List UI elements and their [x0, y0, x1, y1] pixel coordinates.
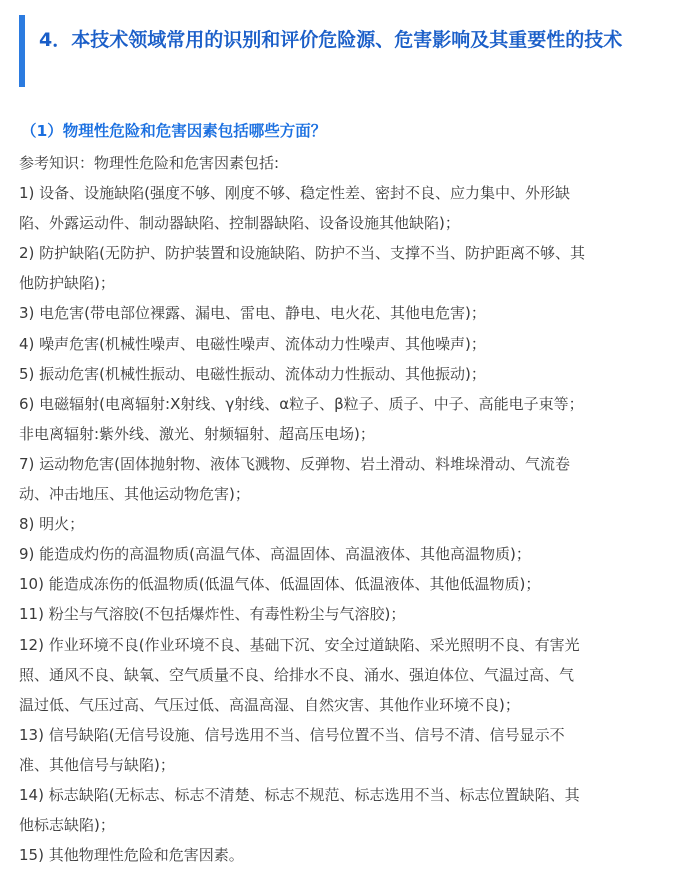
list-line: 3) 电危害(带电部位裸露、漏电、雷电、静电、电火花、其他电危害)； [19, 304, 486, 323]
list-line: 14) 标志缺陷(无标志、标志不清楚、标志不规范、标志选用不当、标志位置缺陷、其 [19, 785, 580, 804]
list-line: 10) 能造成冻伤的低温物质(低温气体、低温固体、低温液体、其他低温物质)； [19, 575, 541, 594]
question-subheading: （1）物理性危险和危害因素包括哪些方面？ [21, 122, 327, 140]
list-line: 11) 粉尘与气溶胶(不包括爆炸性、有毒性粉尘与气溶胶)； [19, 605, 406, 624]
list-line: 15) 其他物理性危险和危害因素。 [19, 846, 244, 865]
list-line: 5) 振动危害(机械性振动、电磁性振动、流体动力性振动、其他振动)； [19, 364, 486, 383]
list-line: 他防护缺陷)； [19, 274, 115, 293]
list-line: 准、其他信号与缺陷)； [19, 755, 175, 774]
list-line: 13) 信号缺陷(无信号设施、信号选用不当、信号位置不当、信号不清、信号显示不 [19, 725, 565, 744]
list-line: 温过低、气压过高、气压过低、高温高湿、自然灾害、其他作业环境不良)； [19, 695, 520, 714]
list-line: 动、冲击地压、其他运动物危害)； [19, 485, 250, 504]
list-line: 8) 明火； [19, 515, 85, 534]
list-line: 1) 设备、设施缺陷(强度不够、刚度不够、稳定性差、密封不良、应力集中、外形缺 [19, 184, 571, 203]
list-line: 非电离辐射:紫外线、激光、射频辐射、超高压电场)； [19, 424, 375, 443]
list-line: 4) 噪声危害(机械性噪声、电磁性噪声、流体动力性噪声、其他噪声)； [19, 334, 486, 353]
list-line: 6) 电磁辐射(电离辐射:X射线、γ射线、α粒子、β粒子、质子、中子、高能电子束等； [19, 394, 584, 413]
list-line: 照、通风不良、缺氧、空气质量不良、给排水不良、涌水、强迫体位、气温过高、气 [19, 665, 575, 684]
intro-line: 参考知识：物理性危险和危害因素包括: [19, 154, 280, 172]
list-line: 9) 能造成灼伤的高温物质(高温气体、高温固体、高温液体、其他高温物质)； [19, 545, 531, 564]
list-line: 他标志缺陷)； [19, 816, 115, 835]
list-line: 陷、外露运动件、制动器缺陷、控制器缺陷、设备设施其他缺陷)； [19, 214, 460, 233]
section-heading-text: 4．本技术领域常用的识别和评价危险源、危害影响及其重要性的技术 [39, 29, 623, 51]
list-line: 12) 作业环境不良(作业环境不良、基础下沉、安全过道缺陷、采光照明不良、有害光 [19, 635, 580, 654]
list-line: 2) 防护缺陷(无防护、防护装置和设施缺陷、防护不当、支撑不当、防护距离不够、其 [19, 244, 586, 263]
list-line: 7) 运动物危害(固体抛射物、液体飞溅物、反弹物、岩土滑动、料堆垛滑动、气流卷 [19, 454, 571, 473]
answer-body [19, 148, 671, 870]
section-heading [19, 15, 669, 87]
